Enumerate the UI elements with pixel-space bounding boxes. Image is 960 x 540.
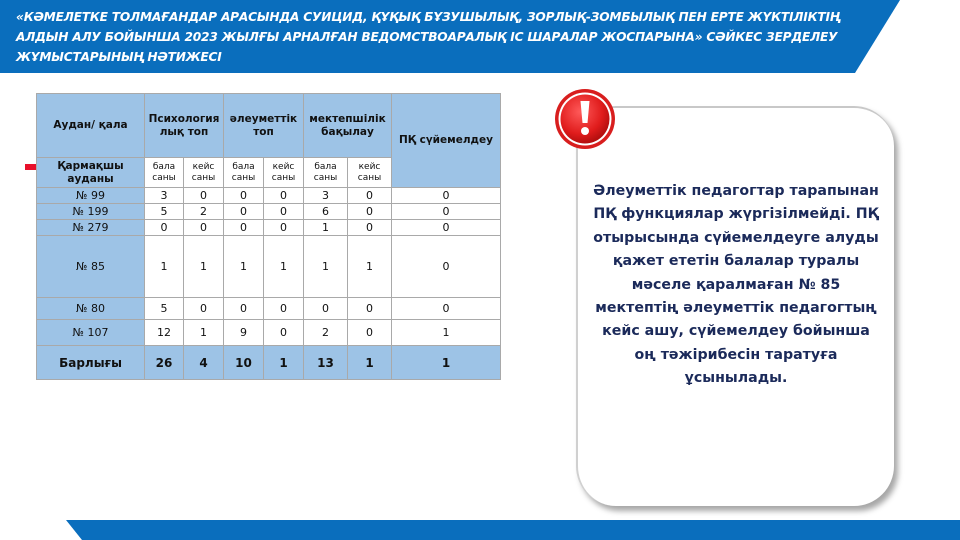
table-cell: 0: [304, 298, 348, 320]
table-cell: 3: [304, 188, 348, 204]
table-cell: 0: [264, 188, 304, 204]
table-row: [37, 204, 501, 220]
total-cell: 13: [304, 346, 348, 380]
recommendation-text: Әлеуметтік педагогтар тарапынан ПҚ функциялар жүргізілмейді. ПҚ отырысында сүйемелдеуге алуды қажет ететін балалар туралы мәселе қаралмаған № 85 мектептің әлеуметтік педагогтың кейс ашу, сүйемелдеу бойынша оң тәжірибесін таратуға ұсынылады.: [593, 183, 879, 387]
total-row: [37, 346, 501, 380]
total-cell: 1: [348, 346, 392, 380]
table-cell: 0: [348, 320, 392, 346]
total-cell: 4: [184, 346, 224, 380]
table-cell: 0: [145, 220, 184, 236]
subheader-children-count: бала саны: [224, 158, 264, 188]
table-cell: 0: [264, 298, 304, 320]
table-cell: 1: [304, 236, 348, 298]
table-cell: 0: [184, 188, 224, 204]
table-row: [37, 188, 501, 204]
table-cell: 0: [348, 298, 392, 320]
total-cell: 1: [264, 346, 304, 380]
table-cell: 1: [184, 236, 224, 298]
school-name: № 279: [37, 220, 145, 236]
subheader-children-count: бала саны: [145, 158, 184, 188]
table-cell: 6: [304, 204, 348, 220]
table-cell: 12: [145, 320, 184, 346]
subheader-case-count: кейс саны: [264, 158, 304, 188]
table-cell: 0: [224, 298, 264, 320]
table-cell: 1: [348, 236, 392, 298]
table-cell: 0: [392, 236, 501, 298]
table-row: [37, 320, 501, 346]
table-cell: 0: [264, 220, 304, 236]
results-table: [36, 93, 501, 380]
header-psych-group: Психология лық топ: [145, 94, 224, 158]
table-cell: 0: [224, 220, 264, 236]
table-cell: 0: [224, 188, 264, 204]
table-row: [37, 220, 501, 236]
footer-strip: [66, 520, 960, 540]
school-name: № 85: [37, 236, 145, 298]
header-social-group: әлеуметтік топ: [224, 94, 304, 158]
subheader-case-count: кейс саны: [348, 158, 392, 188]
table-cell: 1: [224, 236, 264, 298]
page-title: «КӘМЕЛЕТКЕ ТОЛМАҒАНДАР АРАСЫНДА СУИЦИД, ҚҰҚЫҚ БҰЗУШЫЛЫҚ, ЗОРЛЫҚ-ЗОМБЫЛЫҚ ПЕН ЕРТЕ ЖҮКТІЛІКТІҢ АЛДЫН АЛУ БОЙЫНША 2023 ЖЫЛҒЫ АРНАЛҒАН ВЕДОМСТВОАРАЛЫҚ ІС ШАРАЛАР ЖОСПАРЫНА» СӘЙКЕС ЗЕРДЕЛЕУ ЖҰМЫСТАРЫНЫҢ НӘТИЖЕСІ: [16, 10, 840, 64]
table-cell: 2: [184, 204, 224, 220]
table-row: [37, 236, 501, 298]
total-cell: 10: [224, 346, 264, 380]
total-label: Барлығы: [37, 346, 145, 380]
table-cell: 0: [392, 220, 501, 236]
total-cell: 26: [145, 346, 184, 380]
table-cell: 1: [145, 236, 184, 298]
subheader-children-count: бала саны: [304, 158, 348, 188]
subheader-case-count: кейс саны: [184, 158, 224, 188]
table-cell: 0: [224, 204, 264, 220]
table-cell: 3: [145, 188, 184, 204]
school-name: № 99: [37, 188, 145, 204]
table-cell: 5: [145, 204, 184, 220]
table-cell: 1: [304, 220, 348, 236]
table-cell: 0: [392, 298, 501, 320]
header-pk-support: ПҚ сүйемелдеу: [392, 94, 501, 188]
header-district: Аудан/ қала: [37, 94, 145, 158]
table-cell: 1: [264, 236, 304, 298]
table-cell: 1: [392, 320, 501, 346]
exclamation-alert-icon: [553, 87, 617, 151]
recommendation-card: [576, 106, 894, 506]
table-cell: 0: [348, 188, 392, 204]
table-cell: 1: [184, 320, 224, 346]
table-cell: 5: [145, 298, 184, 320]
table-cell: 0: [264, 320, 304, 346]
table-cell: 0: [184, 298, 224, 320]
table-cell: 2: [304, 320, 348, 346]
school-name: № 80: [37, 298, 145, 320]
header-school-control: мектепшілік бақылау: [304, 94, 392, 158]
table-cell: 0: [348, 220, 392, 236]
table-row: [37, 298, 501, 320]
school-name: № 199: [37, 204, 145, 220]
table-cell: 9: [224, 320, 264, 346]
table-cell: 0: [184, 220, 224, 236]
table-cell: 0: [392, 204, 501, 220]
table-cell: 0: [348, 204, 392, 220]
table-cell: 0: [264, 204, 304, 220]
table-cell: 0: [392, 188, 501, 204]
district-name: Қармақшы ауданы: [37, 158, 145, 188]
total-cell: 1: [392, 346, 501, 380]
school-name: № 107: [37, 320, 145, 346]
